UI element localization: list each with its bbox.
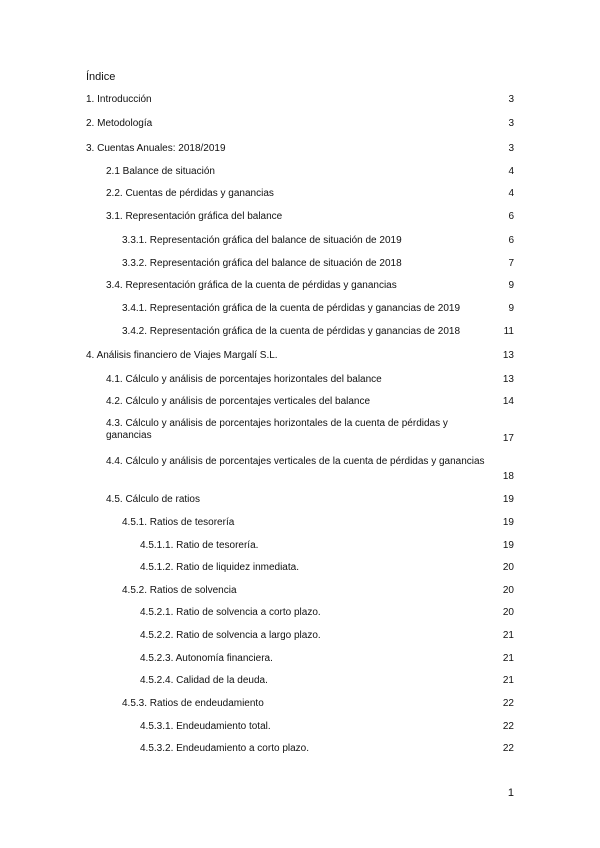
toc-entry-label: 4.1. Cálculo y análisis de porcentajes horizontales del balance	[106, 374, 382, 385]
toc-entry-label: 4. Análisis financiero de Viajes Margalí S.L.	[86, 350, 278, 361]
toc-entry-label: 4.5.2.3. Autonomía financiera.	[140, 653, 273, 664]
toc-entry-label: 4.3. Cálculo y análisis de porcentajes horizontales de la cuenta de pérdidas y ganancias	[106, 418, 448, 441]
toc-entry-page: 22	[502, 698, 514, 709]
toc-entry-page: 21	[502, 675, 514, 686]
toc-entry-page: 13	[502, 374, 514, 385]
toc-entry-label: 4.5.3.2. Endeudamiento a corto plazo.	[140, 743, 310, 754]
toc-entry-label: 4.5.1.2. Ratio de liquidez inmediata.	[140, 562, 299, 573]
toc-entry-label: 3.4.2. Representación gráfica de la cuenta de pérdidas y ganancias de 2018	[122, 326, 461, 337]
toc-entry-label: 4.5.2.4. Calidad de la deuda.	[140, 675, 268, 686]
toc-entry[interactable]	[0, 456, 600, 486]
toc-entry-page: 22	[502, 721, 514, 732]
toc-entry-label: 4.5.1.1. Ratio de tesorería.	[140, 540, 259, 551]
toc-entry-label: 4.5.3. Ratios de endeudamiento	[122, 698, 264, 709]
toc-entry-page: 9	[508, 280, 514, 291]
toc-entry-page: 11	[503, 326, 514, 337]
toc-entry-label: 4.5.2.1. Ratio de solvencia a corto plazo.	[140, 607, 321, 618]
toc-entry-page: 9	[508, 303, 514, 314]
page-number-value: 1	[507, 787, 514, 799]
toc-entry-page: 4	[508, 166, 514, 177]
toc-title: Índice	[86, 71, 116, 83]
toc-entry-page: 6	[508, 211, 514, 222]
toc-entry-label: 4.5.2. Ratios de solvencia	[122, 585, 237, 596]
toc-entry-page: 19	[502, 517, 514, 528]
toc-entry-label: 1. Introducción	[86, 94, 152, 105]
toc-entry-label: 4.2. Cálculo y análisis de porcentajes verticales del balance	[106, 396, 371, 407]
toc-entry-label: 4.5. Cálculo de ratios	[106, 494, 200, 505]
toc-entry-label: 4.5.2.2. Ratio de solvencia a largo plazo.	[140, 630, 321, 641]
toc-entry-page: 4	[508, 188, 514, 199]
toc-entry-page: 20	[502, 607, 514, 618]
toc-entry-label: 2. Metodología	[86, 118, 153, 129]
toc-entry-label: 3.4.1. Representación gráfica de la cuenta de pérdidas y ganancias de 2019	[122, 303, 461, 314]
toc-entry-label: 4.5.3.1. Endeudamiento total.	[140, 721, 271, 732]
toc-entry-label: 3. Cuentas Anuales: 2018/2019	[86, 143, 226, 154]
toc-entry-label: 3.4. Representación gráfica de la cuenta de pérdidas y ganancias	[106, 280, 397, 291]
toc-entry-label: 4.4. Cálculo y análisis de porcentajes verticales de la cuenta de pérdidas y ganancias	[106, 456, 485, 467]
toc-entry-page: 3	[508, 118, 514, 129]
toc-entry-page: 13	[502, 350, 514, 361]
toc-entry-label: 2.1 Balance de situación	[106, 166, 215, 177]
toc-entry-page: 3	[508, 143, 514, 154]
toc-entry-page: 3	[508, 94, 514, 105]
toc-entry-page: 6	[508, 235, 514, 246]
toc-entry-label: 4.5.1. Ratios de tesorería	[122, 517, 235, 528]
toc-entry-page: 20	[502, 562, 514, 573]
toc-entry-page: 14	[502, 396, 514, 407]
toc-entry-page: 17	[502, 433, 514, 444]
toc-entry-label: 2.2. Cuentas de pérdidas y ganancias	[106, 188, 274, 199]
toc-entry-page: 18	[502, 471, 514, 482]
toc-entry-page: 19	[502, 540, 514, 551]
toc-entry-label: 3.3.2. Representación gráfica del balance de situación de 2018	[122, 258, 402, 269]
toc-entry-page: 21	[502, 630, 514, 641]
toc-entry-page: 20	[502, 585, 514, 596]
toc-entry-page: 21	[502, 653, 514, 664]
toc-entry-label: 3.3.1. Representación gráfica del balance de situación de 2019	[122, 235, 402, 246]
toc-entry[interactable]	[0, 418, 600, 448]
toc-entry-page: 22	[502, 743, 514, 754]
toc-entry-page: 7	[508, 258, 514, 269]
toc-entry-page: 19	[502, 494, 514, 505]
toc-entry-label: 3.1. Representación gráfica del balance	[106, 211, 283, 222]
